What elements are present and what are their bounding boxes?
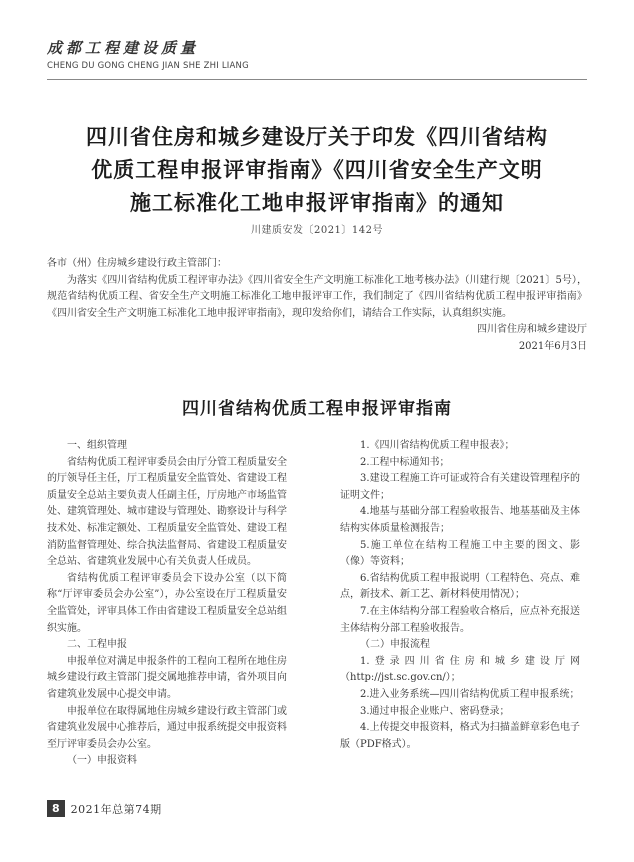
notice-body — [47, 256, 587, 355]
signature: 四川省住房和城乡建设厅 — [477, 324, 587, 335]
body-paragraph: 1.登录四川省住房和城乡建设厅网（http://jst.sc.gov.cn/）； — [340, 655, 580, 684]
magazine-header — [47, 38, 587, 72]
notice-date: 2021年6月3日 — [518, 340, 587, 352]
section-heading: 一、组织管理 — [67, 440, 127, 451]
magazine-name-cn: 成都工程建设质量 — [47, 39, 200, 57]
body-paragraph: 申报单位对满足申报条件的工程向工程所在地住房城乡建设行政主管部门提交属地推荐申请，省外项目向省建筑业发展中心提交申请。 — [47, 655, 287, 700]
section-heading: 二、工程申报 — [67, 639, 127, 651]
notice-title — [47, 120, 587, 219]
body-paragraph: 3.建设工程施工许可证或符合有关建设管理程序的证明文件； — [340, 473, 580, 501]
body-paragraph: 4.上传提交申报资料，格式为扫描盖鲜章彩色电子版（PDF格式）。 — [340, 722, 580, 750]
issue-label: 2021年总第74期 — [70, 802, 162, 816]
body-paragraph: 1.《四川省结构优质工程申报表》； — [360, 440, 515, 451]
body-paragraph: 申报单位在取得属地住房城乡建设行政主管部门或省建筑业发展中心推荐后，通过申报系统提交申报资料至厅评审委员会办公室。 — [47, 705, 287, 750]
body-paragraph: 2.进入业务系统—四川省结构优质工程申报系统； — [360, 688, 580, 700]
body-paragraph: 2.工程中标通知书； — [360, 456, 450, 468]
body-paragraph: 4.地基与基础分部工程验收报告、地基基础及主体结构实体质量检测报告； — [340, 506, 580, 534]
left-column — [47, 438, 287, 770]
body-paragraph: 5.施工单位在结构工程施工中主要的图文、影（像）等资料； — [340, 539, 580, 568]
notice-paragraph: 为落实《四川省结构优质工程评审办法》《四川省安全生产文明施工标准化工地考核办法》（川建行规〔2021〕5号），规范省结构优质工程、省安全生产文明施工标准化工地申报评审工作，我们制定了《四川省结构优质工程申报评审指南》《四川省安全生产文明施工标准化工地申报评审指南》，现印发给你们，请结合工作实际，认真组织实施。 — [47, 274, 587, 319]
page-footer — [47, 800, 162, 817]
body-paragraph: 省结构优质工程评审委员会由厅分管工程质量安全的厅领导任主任，厅工程质量安全监管处、省建设工程质量安全总站主要负责人任副主任，厅房地产市场监管处、建筑管理处、城市建设与管理处、勘察设计与科学技术处、标准定额处、工程质量安全监管处、建设工程消防监督管理处、综合执法监督局、省建设工程质量安全总站、省建筑业发展中心有关负责人任成员。 — [47, 456, 287, 568]
body-paragraph: 7.在主体结构分部工程验收合格后，应点补充报送主体结构分部工程验收报告。 — [340, 605, 580, 634]
page-number: 8 — [47, 800, 65, 817]
header-divider — [47, 79, 587, 80]
magazine-name-en: CHENG DU GONG CHENG JIAN SHE ZHI LIANG — [47, 61, 249, 71]
guide-title: 四川省结构优质工程申报评审指南 — [182, 399, 452, 419]
body-paragraph: 6.省结构优质工程申报说明（工程特色、亮点、难点，新技术、新工艺、新材料使用情况）； — [340, 572, 580, 601]
title-line: 施工标准化工地申报评审指南》的通知 — [130, 190, 504, 215]
title-line: 优质工程申报评审指南》《四川省安全生产文明 — [91, 157, 543, 182]
section-heading: （二）申报流程 — [360, 639, 430, 651]
title-line: 四川省住房和城乡建设厅关于印发《四川省结构 — [86, 124, 548, 149]
body-paragraph: 省结构优质工程评审委员会下设办公室（以下简称“厅评审委员会办公室”），办公室设在厅工程质量安全监管处，评审具体工作由省建设工程质量安全总站组织实施。 — [47, 572, 287, 634]
addressee: 各市（州）住房城乡建设行政主管部门： — [47, 258, 227, 269]
document-number: 川建质安发〔2021〕142号 — [250, 225, 384, 236]
body-paragraph: 3.通过申报企业账户、密码登录； — [360, 705, 510, 717]
right-column — [340, 438, 580, 753]
section-heading: （一）申报资料 — [67, 755, 137, 767]
